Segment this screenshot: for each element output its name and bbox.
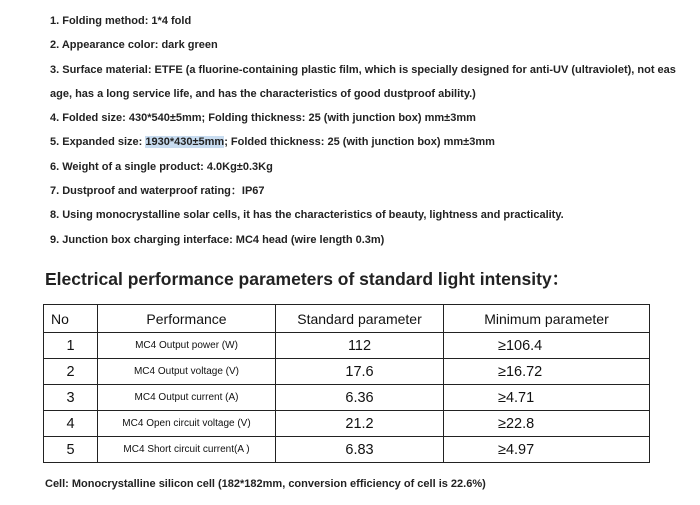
spec-text: 2. Appearance color: dark green — [50, 39, 218, 52]
spec-text-prefix: 5. Expanded size: — [50, 136, 146, 149]
performance-table — [43, 304, 650, 463]
spec-item-folding-method — [50, 9, 700, 33]
spec-text: 8. Using monocrystalline solar cells, it has the characteristics of beauty, lightness and practicality. — [50, 209, 564, 222]
cell-no: 5 — [44, 437, 98, 463]
spec-text: 9. Junction box charging interface: MC4 head (wire length 0.3m) — [50, 233, 385, 246]
cell-performance: MC4 Output power (W) — [98, 333, 276, 359]
column-header-no: No — [44, 305, 98, 333]
section-title: Electrical performance parameters of standard light intensity： — [45, 269, 570, 289]
cell-standard: 6.36 — [276, 385, 444, 411]
cell-no: 2 — [44, 359, 98, 385]
cell-minimum: ≥16.72 — [444, 359, 650, 385]
spec-item-junction-box — [50, 228, 700, 252]
spec-text: 4. Folded size: 430*540±5mm; Folding thickness: 25 (with junction box) mm±3mm — [50, 112, 476, 125]
cell-no: 4 — [44, 411, 98, 437]
cell-performance: MC4 Open circuit voltage (V) — [98, 411, 276, 437]
cell-minimum: ≥4.97 — [444, 437, 650, 463]
spec-item-surface-material — [50, 58, 700, 107]
spec-item-weight — [50, 155, 700, 179]
table-row — [44, 411, 650, 437]
cell-minimum: ≥106.4 — [444, 333, 650, 359]
spec-text: 7. Dustproof and waterproof rating：IP67 — [50, 185, 265, 198]
cell-no: 1 — [44, 333, 98, 359]
table-row — [44, 385, 650, 411]
spec-item-protection-rating — [50, 179, 700, 203]
spec-list — [50, 9, 700, 252]
table-row — [44, 359, 650, 385]
table-row — [44, 437, 650, 463]
spec-text-suffix: ; Folded thickness: 25 (with junction box) mm±3mm — [224, 136, 495, 149]
spec-text-continuation: age, has a long service life, and has the characteristics of good dustproof ability.) — [50, 87, 476, 100]
cell-standard: 112 — [276, 333, 444, 359]
spec-item-folded-size — [50, 106, 700, 130]
column-header-performance: Performance — [98, 305, 276, 333]
cell-minimum: ≥22.8 — [444, 411, 650, 437]
cell-standard: 21.2 — [276, 411, 444, 437]
table-row — [44, 333, 650, 359]
cell-performance: MC4 Output voltage (V) — [98, 359, 276, 385]
spec-item-expanded-size — [50, 130, 700, 154]
cell-minimum: ≥4.71 — [444, 385, 650, 411]
cell-performance: MC4 Short circuit current(A ) — [98, 437, 276, 463]
spec-item-appearance-color — [50, 33, 700, 57]
spec-text: 3. Surface material: ETFE (a fluorine-containing plastic film, which is specially designed for anti-UV (ultraviolet), not eas — [50, 63, 676, 76]
cell-standard: 6.83 — [276, 437, 444, 463]
column-header-minimum: Minimum parameter — [444, 305, 650, 333]
spec-text: 1. Folding method: 1*4 fold — [50, 15, 192, 27]
cell-performance: MC4 Output current (A) — [98, 385, 276, 411]
table-header-row — [44, 305, 650, 333]
spec-item-solar-cells — [50, 203, 700, 227]
text-selection-highlight[interactable]: 1930*430±5mm — [145, 136, 225, 149]
cell-no: 3 — [44, 385, 98, 411]
column-header-standard: Standard parameter — [276, 305, 444, 333]
footnote: Cell: Monocrystalline silicon cell (182*182mm, conversion efficiency of cell is 22.6%) — [45, 478, 486, 490]
cell-standard: 17.6 — [276, 359, 444, 385]
spec-text: 6. Weight of a single product: 4.0Kg±0.3Kg — [50, 160, 273, 173]
